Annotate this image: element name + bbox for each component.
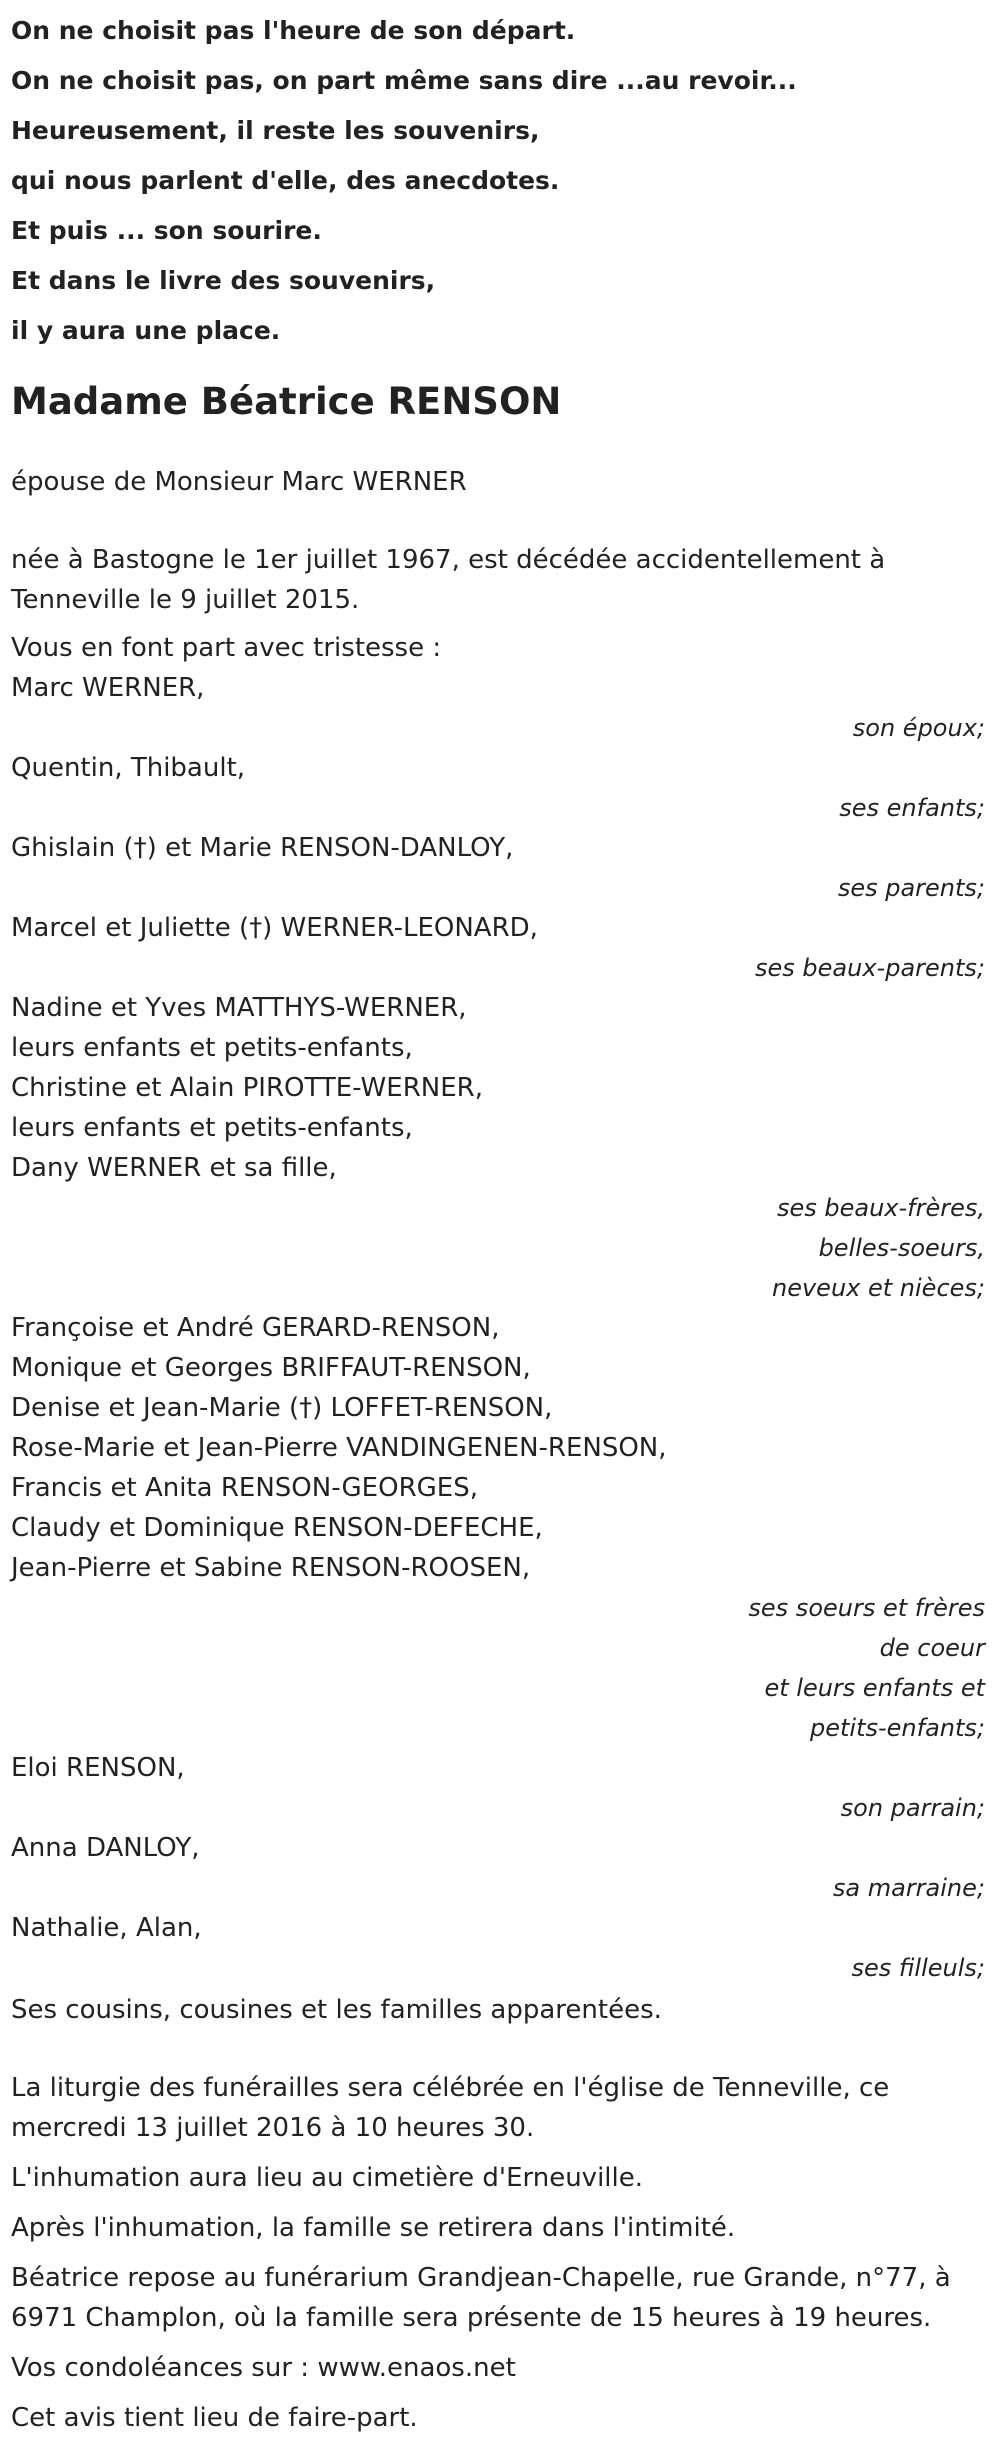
after-burial-line: Après l'inhumation, la famille se retirera dans l'intimité. [11, 2213, 736, 2243]
liturgy-line: La liturgie des funérailles sera célébrée en l'église de Tenneville, ce [11, 2073, 890, 2103]
poem-line: Heureusement, il reste les souvenirs, [11, 116, 540, 145]
family-relation [11, 1588, 991, 1748]
family-name-line: Nathalie, Alan, [11, 1913, 202, 1943]
burial-line: L'inhumation aura lieu au cimetière d'Erneuville. [11, 2163, 643, 2193]
family-name-line: leurs enfants et petits-enfants, [11, 1113, 413, 1143]
family-relation-line: ses parents; [837, 874, 985, 902]
family-relation-line: ses enfants; [839, 794, 985, 822]
family-names [11, 668, 991, 708]
birth-line: Tenneville le 9 juillet 2015. [11, 585, 360, 615]
condolences-line: Vos condoléances sur : www.enaos.net [11, 2353, 516, 2383]
family-names [11, 1308, 991, 1588]
family-names [11, 1748, 991, 1788]
family-relation-line: neveux et nièces; [772, 1274, 985, 1302]
family-name-line: Claudy et Dominique RENSON-DEFECHE, [11, 1513, 543, 1543]
family-relation-line: ses beaux-frères, [776, 1194, 985, 1222]
family-relation [11, 708, 991, 748]
family-name-line: Jean-Pierre et Sabine RENSON-ROOSEN, [11, 1553, 531, 1583]
liturgy-line: mercredi 13 juillet 2016 à 10 heures 30. [11, 2113, 535, 2143]
family-group [11, 1828, 991, 1908]
family-relation [11, 1788, 991, 1828]
family-name-line: Ghislain (†) et Marie RENSON-DANLOY, [11, 833, 514, 863]
family-group [11, 748, 991, 828]
notice-line: Cet avis tient lieu de faire-part. [11, 2403, 418, 2433]
family-list [11, 668, 991, 1988]
family-group [11, 828, 991, 908]
obituary-notice [11, 0, 991, 2438]
family-relation [11, 1188, 991, 1308]
family-relation-line: et leurs enfants et [764, 1674, 985, 1702]
family-relation-line: son parrain; [840, 1794, 985, 1822]
family-names [11, 1828, 991, 1868]
family-relation-line: petits-enfants; [810, 1714, 985, 1742]
family-group [11, 1308, 991, 1748]
funeral-home-line: 6971 Champlon, où la famille sera présente de 15 heures à 19 heures. [11, 2303, 932, 2333]
family-group [11, 1908, 991, 1988]
poem-line: il y aura une place. [11, 316, 281, 345]
poem [11, 6, 991, 356]
birth-line: née à Bastogne le 1er juillet 1967, est décédée accidentellement à [11, 545, 886, 575]
family-group [11, 668, 991, 748]
family-relation [11, 1948, 991, 1988]
family-name-line: Dany WERNER et sa fille, [11, 1153, 337, 1183]
funeral-home-details [11, 2258, 991, 2338]
family-name-line: Anna DANLOY, [11, 1833, 200, 1863]
funeral-home-line: Béatrice repose au funérarium Grandjean-Chapelle, rue Grande, n°77, à [11, 2263, 951, 2293]
family-name-line: Nadine et Yves MATTHYS-WERNER, [11, 993, 467, 1023]
family-name-line: Marc WERNER, [11, 673, 205, 703]
family-relation-line: ses soeurs et frères [748, 1594, 985, 1622]
spouse-line: épouse de Monsieur Marc WERNER [11, 467, 467, 497]
family-relation-line: ses filleuls; [851, 1954, 985, 1982]
family-relation-line: belles-soeurs, [818, 1234, 985, 1262]
family-relation [11, 868, 991, 908]
family-relation-line: ses beaux-parents; [755, 954, 985, 982]
family-name-line: Monique et Georges BRIFFAUT-RENSON, [11, 1353, 531, 1383]
family-names [11, 828, 991, 868]
family-names [11, 748, 991, 788]
family-relation-line: de coeur [879, 1634, 985, 1662]
family-group [11, 908, 991, 988]
family-name-line: Denise et Jean-Marie (†) LOFFET-RENSON, [11, 1393, 553, 1423]
liturgy-details [11, 2068, 991, 2148]
family-name-line: Marcel et Juliette (†) WERNER-LEONARD, [11, 913, 538, 943]
deceased-name: Madame Béatrice RENSON [11, 380, 562, 423]
family-name-line: Quentin, Thibault, [11, 753, 246, 783]
poem-line: On ne choisit pas l'heure de son départ. [11, 16, 576, 45]
announcement: Vous en font part avec tristesse : [11, 633, 442, 663]
family-group [11, 1748, 991, 1828]
family-names [11, 1908, 991, 1948]
family-name-line: leurs enfants et petits-enfants, [11, 1033, 413, 1063]
family-group [11, 988, 991, 1308]
poem-line: Et puis ... son sourire. [11, 216, 322, 245]
family-relation-line: sa marraine; [832, 1874, 985, 1902]
family-name-line: Christine et Alain PIROTTE-WERNER, [11, 1073, 483, 1103]
family-names [11, 988, 991, 1188]
birth-death-details [11, 540, 991, 620]
family-relation [11, 788, 991, 828]
family-name-line: Rose-Marie et Jean-Pierre VANDINGENEN-RENSON, [11, 1433, 667, 1463]
poem-line: qui nous parlent d'elle, des anecdotes. [11, 166, 560, 195]
family-name-line: Françoise et André GERARD-RENSON, [11, 1313, 500, 1343]
family-name-line: Eloi RENSON, [11, 1753, 185, 1783]
family-name-line: Francis et Anita RENSON-GEORGES, [11, 1473, 478, 1503]
family-relation [11, 948, 991, 988]
poem-line: Et dans le livre des souvenirs, [11, 266, 436, 295]
family-names [11, 908, 991, 948]
poem-line: On ne choisit pas, on part même sans dire ...au revoir... [11, 66, 797, 95]
family-relation [11, 1868, 991, 1908]
family-relation-line: son époux; [852, 714, 985, 742]
cousins-line: Ses cousins, cousines et les familles apparentées. [11, 1995, 662, 2025]
